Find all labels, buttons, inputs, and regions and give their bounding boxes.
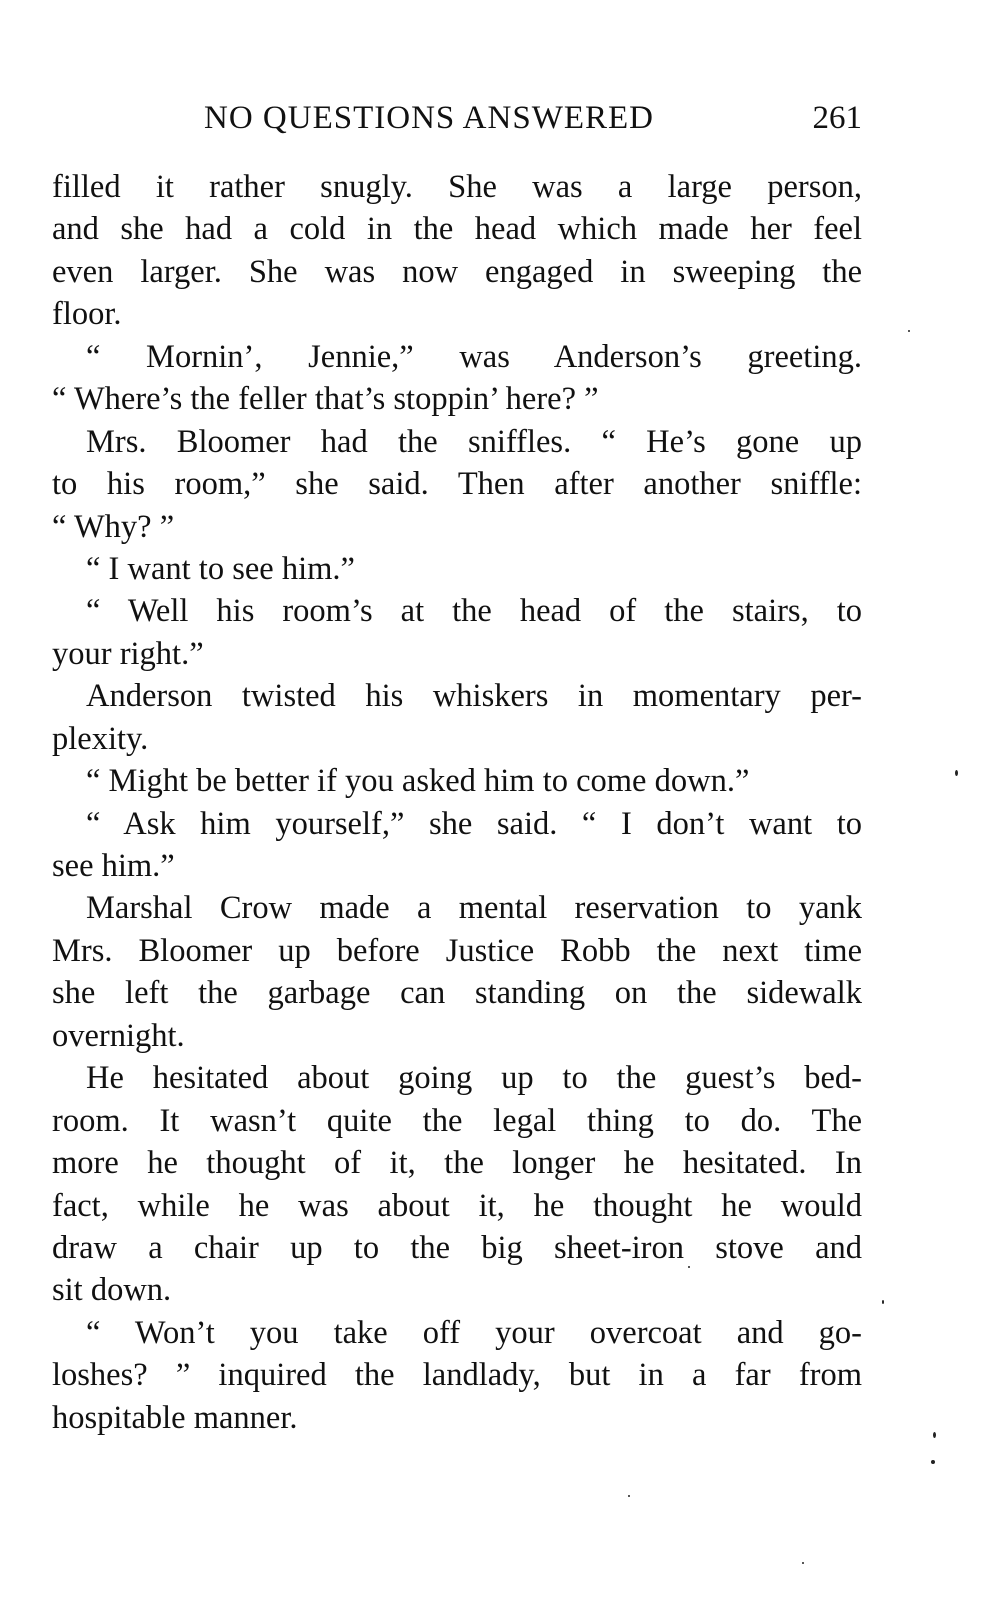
text-line: she left the garbage can standing on the sidewalk (52, 975, 862, 1012)
text-line: “ Where’s the feller that’s stoppin’ here? ” (52, 381, 599, 418)
text-line: sit down. (52, 1272, 172, 1309)
text-line: to his room,” she said. Then after another sniffle: (52, 466, 862, 503)
text-line: filled it rather snugly. She was a large person, (52, 169, 862, 205)
text-line: hospitable manner. (52, 1399, 298, 1436)
text-line: “ I want to see him.” (86, 550, 355, 587)
body-text (52, 166, 862, 1439)
text-line: even larger. She was now engaged in sweeping the (52, 253, 862, 290)
text-line: “ Mornin’, Jennie,” was Anderson’s greeting. (86, 338, 862, 375)
scan-speck (688, 1266, 690, 1268)
scan-speck (933, 1432, 936, 1438)
page-number: 261 (812, 100, 862, 136)
scan-speck (955, 770, 958, 776)
text-line: “ Might be better if you asked him to come down.” (86, 763, 750, 800)
text-line: fact, while he was about it, he thought he would (52, 1187, 862, 1224)
running-title: NO QUESTIONS ANSWERED (204, 100, 654, 136)
scan-speck (882, 1300, 884, 1304)
text-line: Mrs. Bloomer up before Justice Robb the next time (52, 932, 862, 969)
text-line: and she had a cold in the head which made her feel (52, 211, 862, 248)
text-line: loshes? ” inquired the landlady, but in a far from (52, 1357, 862, 1394)
text-line: room. It wasn’t quite the legal thing to do. The (52, 1102, 862, 1139)
text-line: Anderson twisted his whiskers in momentary per- (86, 678, 862, 715)
text-line: Marshal Crow made a mental reservation to yank (86, 890, 862, 927)
text-line: see him.” (52, 848, 175, 884)
scan-speck (931, 1460, 935, 1464)
scan-speck (802, 1562, 804, 1564)
text-line: draw a chair up to the big sheet-iron stove and (52, 1229, 862, 1266)
text-line: plexity. (52, 720, 149, 757)
text-line: “ Well his room’s at the head of the stairs, to (86, 593, 862, 630)
running-head (52, 100, 862, 140)
text-line: floor. (52, 296, 122, 333)
scan-speck (628, 1495, 630, 1497)
text-line: “ Ask him yourself,” she said. “ I don’t want to (86, 805, 862, 842)
text-line: overnight. (52, 1017, 185, 1054)
text-line: Mrs. Bloomer had the sniffles. “ He’s gone up (86, 423, 862, 460)
text-line: “ Won’t you take off your overcoat and go- (86, 1314, 862, 1351)
text-line: He hesitated about going up to the guest’s bed- (86, 1060, 862, 1097)
text-line: your right.” (52, 635, 204, 672)
text-line: “ Why? ” (52, 508, 175, 545)
text-line: more he thought of it, the longer he hesitated. In (52, 1145, 862, 1182)
scan-speck (908, 330, 910, 332)
